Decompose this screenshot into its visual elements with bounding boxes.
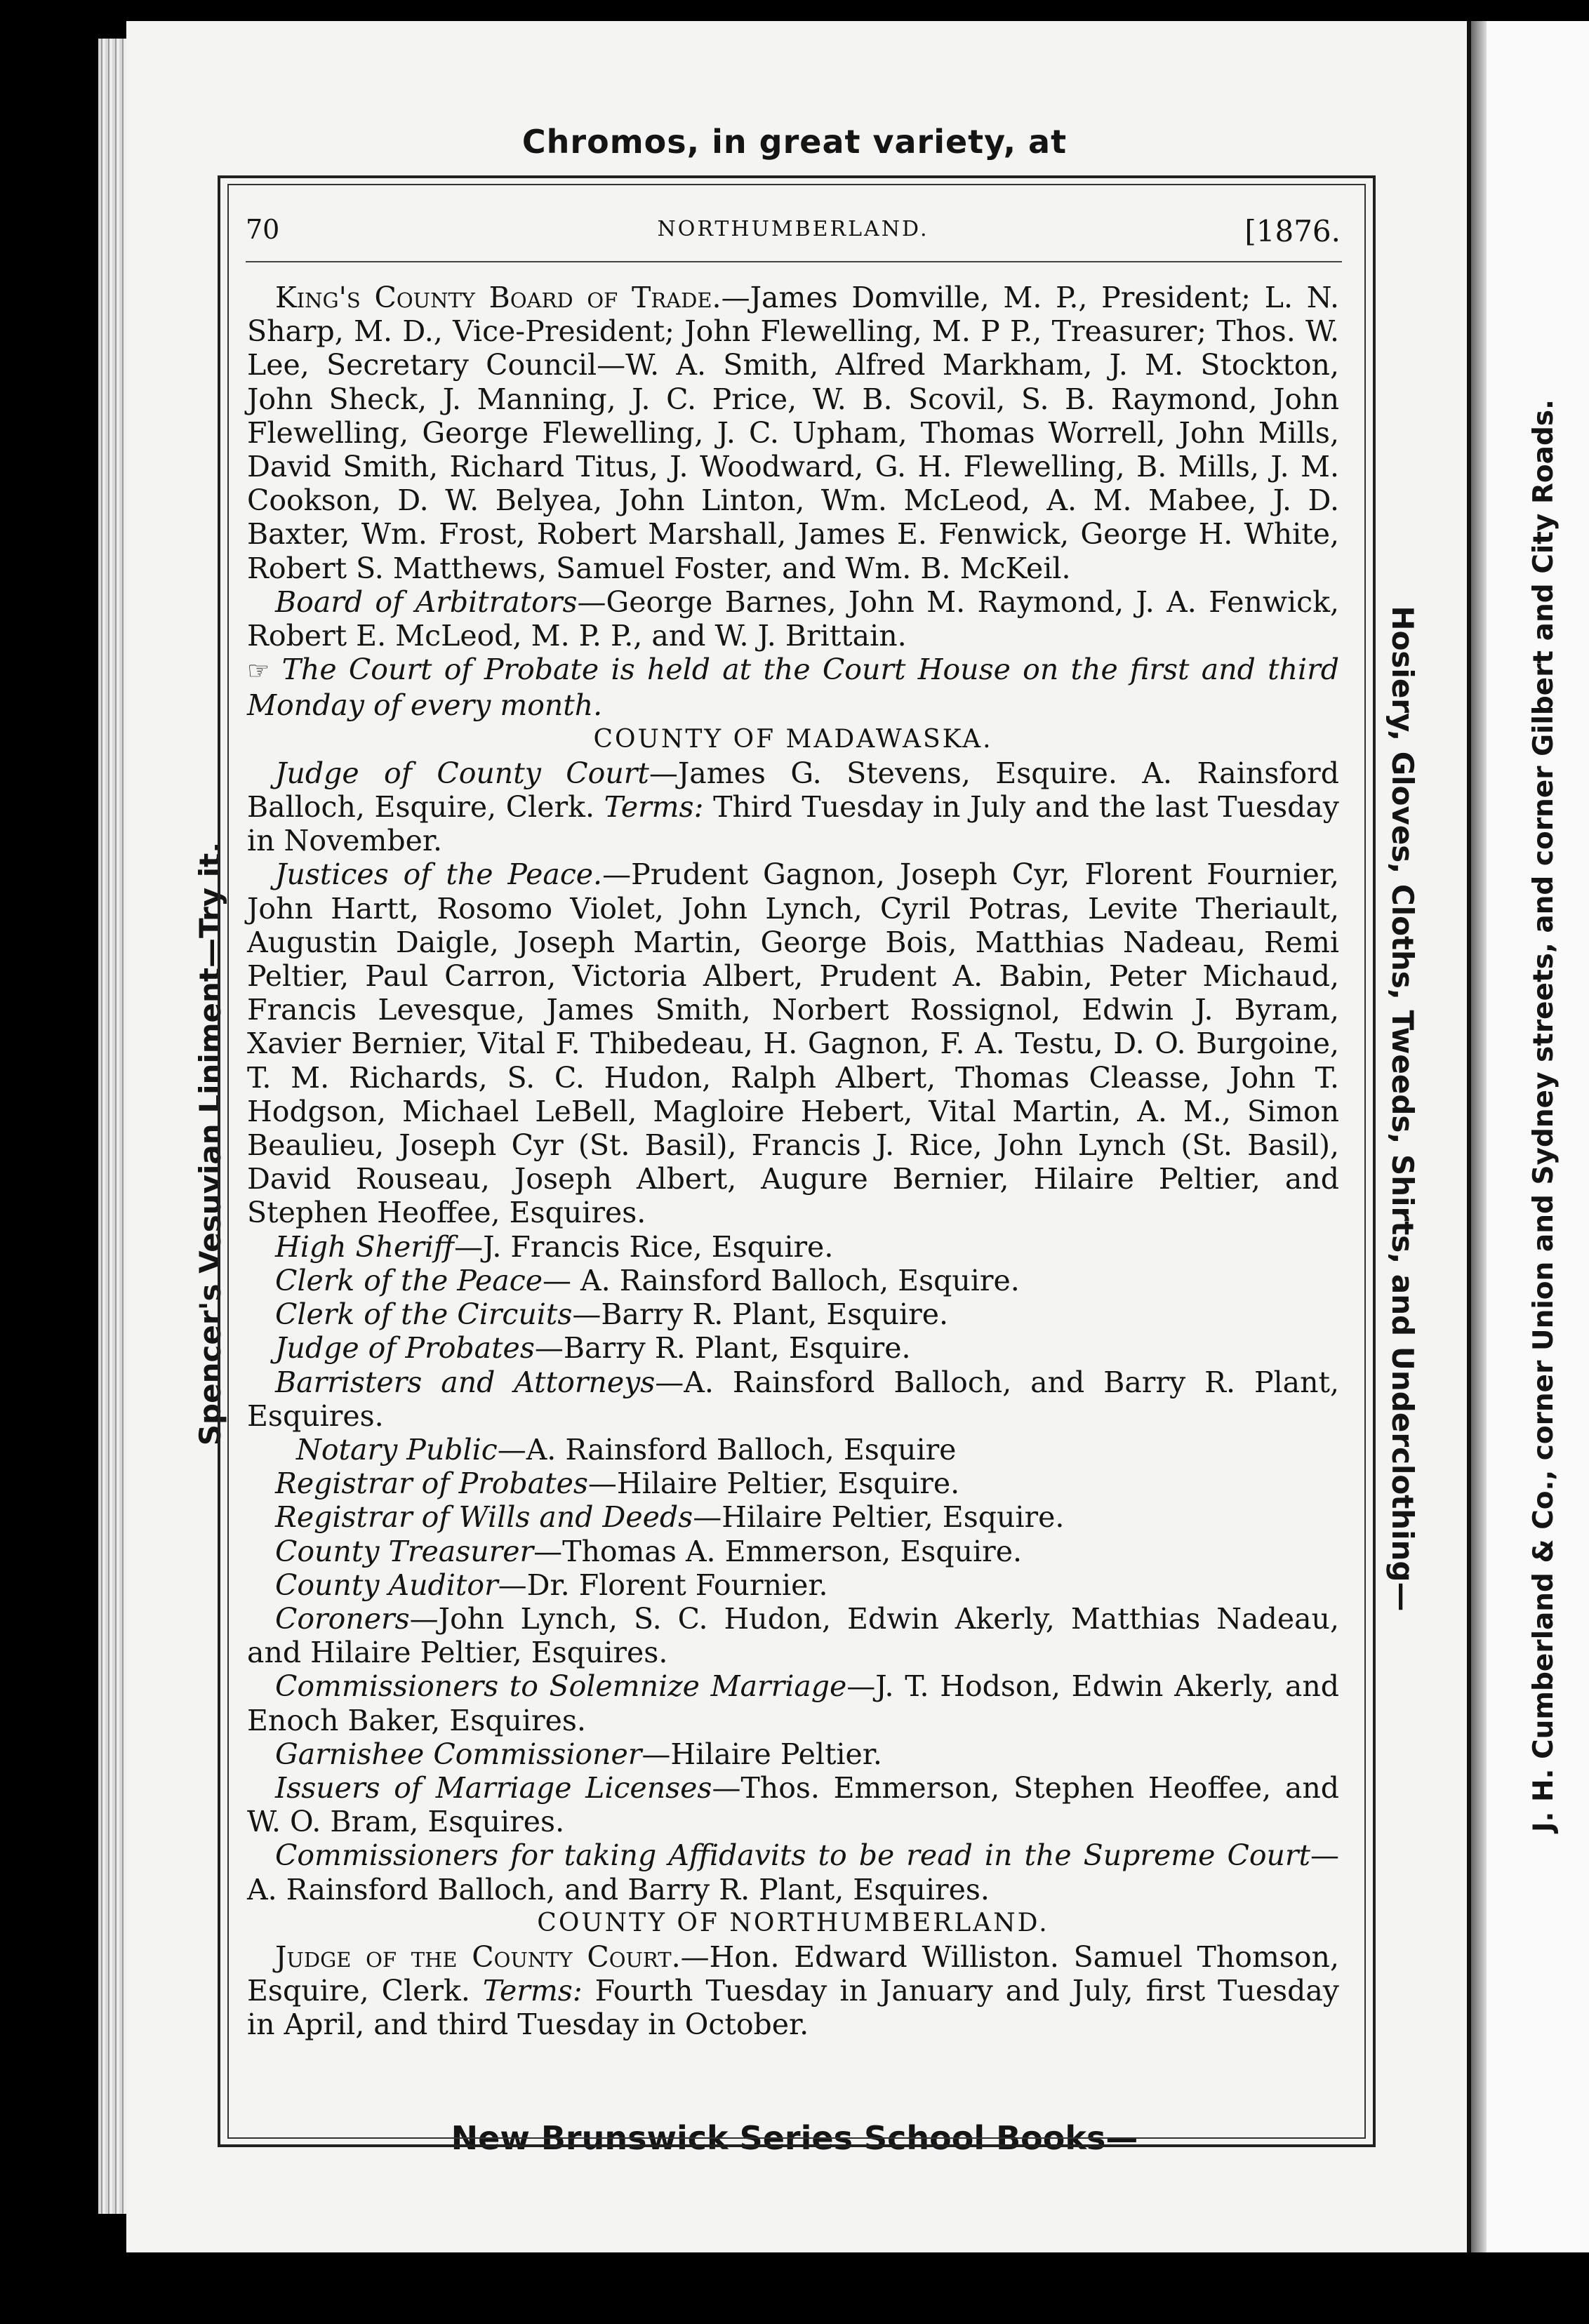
office-entry xyxy=(247,1297,1339,1331)
office-entry xyxy=(247,1500,1339,1534)
pointing-hand-icon: ☞ xyxy=(247,657,270,686)
header-year: [1876. xyxy=(1244,214,1341,248)
office-text: —Barry R. Plant, Esquire. xyxy=(572,1297,948,1332)
running-header xyxy=(246,214,1341,256)
top-advertisement: Chromos, in great variety, at xyxy=(521,123,1068,161)
office-label: Issuers of Marriage Licenses xyxy=(275,1770,712,1805)
probate-court-note xyxy=(247,653,1339,722)
office-text: —J. Francis Rice, Esquire. xyxy=(454,1229,834,1264)
office-text: —A. Rainsford Balloch, and Barry R. Plant, Esquires. xyxy=(247,1365,1339,1433)
arbitrators-label: Board of Arbitrators xyxy=(275,585,578,619)
office-entry xyxy=(247,1535,1339,1568)
madawaska-judge-label: Judge of County Court xyxy=(275,756,649,790)
office-entry xyxy=(247,1568,1339,1602)
page-number: 70 xyxy=(246,214,280,245)
office-text: —Hilaire Peltier, Esquire. xyxy=(587,1467,960,1501)
madawaska-judge-text: —James G. Stevens, Esquire. A. Rainsford Balloch, Esquire, Clerk. xyxy=(247,756,1339,824)
northumberland-judge-entry xyxy=(247,1940,1339,2042)
office-label: County Auditor xyxy=(275,1568,498,1602)
far-right-margin-advertisement: J. H. Cumberland & Co., corner Union and Sydney streets, and corner Gilbert and City Roads. xyxy=(1528,399,1560,1832)
office-entry xyxy=(247,1433,1339,1467)
office-entry xyxy=(247,1264,1339,1297)
office-label: Commissioners for taking Affidavits to be read in the Supreme Court xyxy=(275,1838,1310,1873)
office-text: —John Lynch, S. C. Hudon, Edwin Akerly, Matthias Nadeau, and Hilaire Peltier, Esquires. xyxy=(247,1601,1339,1670)
madawaska-terms-text: Third Tuesday in July and the last Tuesday in November. xyxy=(247,790,1339,858)
madawaska-heading: COUNTY OF MADAWASKA. xyxy=(593,724,993,754)
office-label: Notary Public xyxy=(296,1432,498,1467)
justices-label: Justices of the Peace. xyxy=(275,857,603,892)
northumberland-terms-text: Fourth Tuesday in January and July, first Tuesday in April, and third Tuesday in October. xyxy=(247,1974,1339,2042)
office-text: —Thomas A. Emmerson, Esquire. xyxy=(533,1534,1022,1568)
office-text: —Barry R. Plant, Esquire. xyxy=(534,1331,911,1365)
office-text: —J. T. Hodson, Edwin Akerly, and Enoch Baker, Esquires. xyxy=(247,1669,1340,1737)
office-label: Judge of Probates xyxy=(275,1331,535,1365)
office-entry xyxy=(247,1602,1339,1669)
header-rule xyxy=(246,261,1342,262)
office-entry xyxy=(247,1230,1339,1264)
office-label: Clerk of the Peace xyxy=(275,1263,543,1297)
kings-board-text: —James Domville, M. P., President; L. N. Sharp, M. D., Vice-President; John Flewelling, M. P P., Treasurer; Thos. W. Lee, Secretary Council—W. A. Smith, Alfred Markham, J. M. Stockton, John Sheck, J. Manning, J. C. Price, W. B. Scovil, S. B. Raymond, John Flewelling, George Flewelling, J. C. Upham, Thomas Worrell, John Mills, David Smith, Richard Titus, J. Woodward, G. H. Flewelling, B. Mills, J. M. Cookson, D. W. Belyea, John Linton, Wm. McLeod, A. M. Mabee, J. D. Baxter, Wm. Frost, Robert Marshall, James E. Fenwick, George H. White, Robert S. Matthews, Samuel Foster, and Wm. B. McKeil. xyxy=(247,281,1339,585)
kings-county-board-of-trade xyxy=(247,281,1339,585)
kings-board-label: King's County Board of Trade. xyxy=(275,281,722,314)
northumberland-heading: COUNTY OF NORTHUMBERLAND. xyxy=(537,1908,1049,1937)
office-label: Registrar of Wills and Deeds xyxy=(275,1500,693,1535)
office-label: Commissioners to Solemnize Marriage xyxy=(275,1669,847,1704)
office-entry xyxy=(247,1669,1339,1737)
office-label: High Sheriff xyxy=(275,1229,455,1264)
northumberland-terms-label: Terms: xyxy=(482,1974,583,2008)
office-text: —A. Rainsford Balloch, and Barry R. Plant, Esquires. xyxy=(247,1838,1339,1906)
northumberland-judge-label: Judge of the County Court. xyxy=(275,1939,681,1974)
office-label: Registrar of Probates xyxy=(275,1467,588,1501)
office-label: Barristers and Attorneys xyxy=(275,1365,656,1399)
northumberland-judge-text: —Hon. Edward Williston. Samuel Thomson, Esquire, Clerk. xyxy=(247,1939,1339,2008)
office-label: County Treasurer xyxy=(275,1534,534,1568)
justices-text: —Prudent Gagnon, Joseph Cyr, Florent Fournier, John Hartt, Rosomo Violet, John Lynch, Cyril Potras, Levite Theriault, Augustin Daigle, Joseph Martin, George Bois, Matthias Nadeau, Remi Peltier, Paul Carron, Victoria Albert, Prudent A. Babin, Peter Michaud, Francis Levesque, James Smith, Norbert Rossignol, Edwin J. Byram, Xavier Bernier, Vital F. Thibedeau, H. Gagnon, F. A. Testu, D. O. Burgoine, T. M. Richards, S. C. Hudon, Ralph Albert, Thomas Cleasse, John T. Hodgson, Michael LeBell, Magloire Hebert, Vital Martin, A. M., Simon Beaulieu, Joseph Cyr (St. Basil), Francis J. Rice, John Lynch (St. Basil), David Rouseau, Joseph Albert, Augure Bernier, Hilaire Peltier, and Stephen Heoffee, Esquires. xyxy=(247,857,1339,1230)
office-entry xyxy=(247,1737,1339,1771)
probate-note-text: The Court of Probate is held at the Court House on the first and third Monday of every month. xyxy=(247,653,1339,723)
office-label: Clerk of the Circuits xyxy=(275,1297,573,1332)
office-entry xyxy=(247,1331,1339,1365)
office-text: —A. Rainsford Balloch, Esquire xyxy=(497,1432,957,1467)
office-entry xyxy=(247,1467,1339,1500)
right-margin-advertisement: Hosiery, Gloves, Cloths, Tweeds, Shirts, and Underclothing— xyxy=(1385,606,1420,1612)
madawaska-terms-label: Terms: xyxy=(604,790,704,824)
office-text: — A. Rainsford Balloch, Esquire. xyxy=(542,1263,1020,1297)
office-text: —Thos. Emmerson, Stephen Heoffee, and W. O. Bram, Esquires. xyxy=(247,1770,1339,1839)
running-title: NORTHUMBERLAND. xyxy=(657,217,929,241)
office-entry xyxy=(247,1365,1339,1433)
office-label: Coroners xyxy=(275,1601,410,1636)
madawaska-judge-entry xyxy=(247,756,1339,858)
office-text: —Dr. Florent Fournier. xyxy=(498,1568,828,1602)
arbitrators-text: —George Barnes, John M. Raymond, J. A. Fenwick, Robert E. McLeod, M. P. P., and W. J. Brittain. xyxy=(247,585,1339,653)
board-of-arbitrators xyxy=(247,585,1339,653)
office-entry xyxy=(247,1771,1339,1838)
left-margin-advertisement: Spencer's Vesuvian Liniment—Try it. xyxy=(193,841,227,1446)
bottom-advertisement: New Brunswick Series School Books— xyxy=(451,2119,1138,2157)
office-text: —Hilaire Peltier, Esquire. xyxy=(693,1500,1065,1535)
page-body xyxy=(247,281,1339,2042)
office-label: Garnishee Commissioner xyxy=(275,1737,642,1771)
madawaska-justices-entry xyxy=(247,857,1339,1229)
office-entry xyxy=(247,1838,1339,1906)
office-text: —Hilaire Peltier. xyxy=(641,1737,882,1771)
